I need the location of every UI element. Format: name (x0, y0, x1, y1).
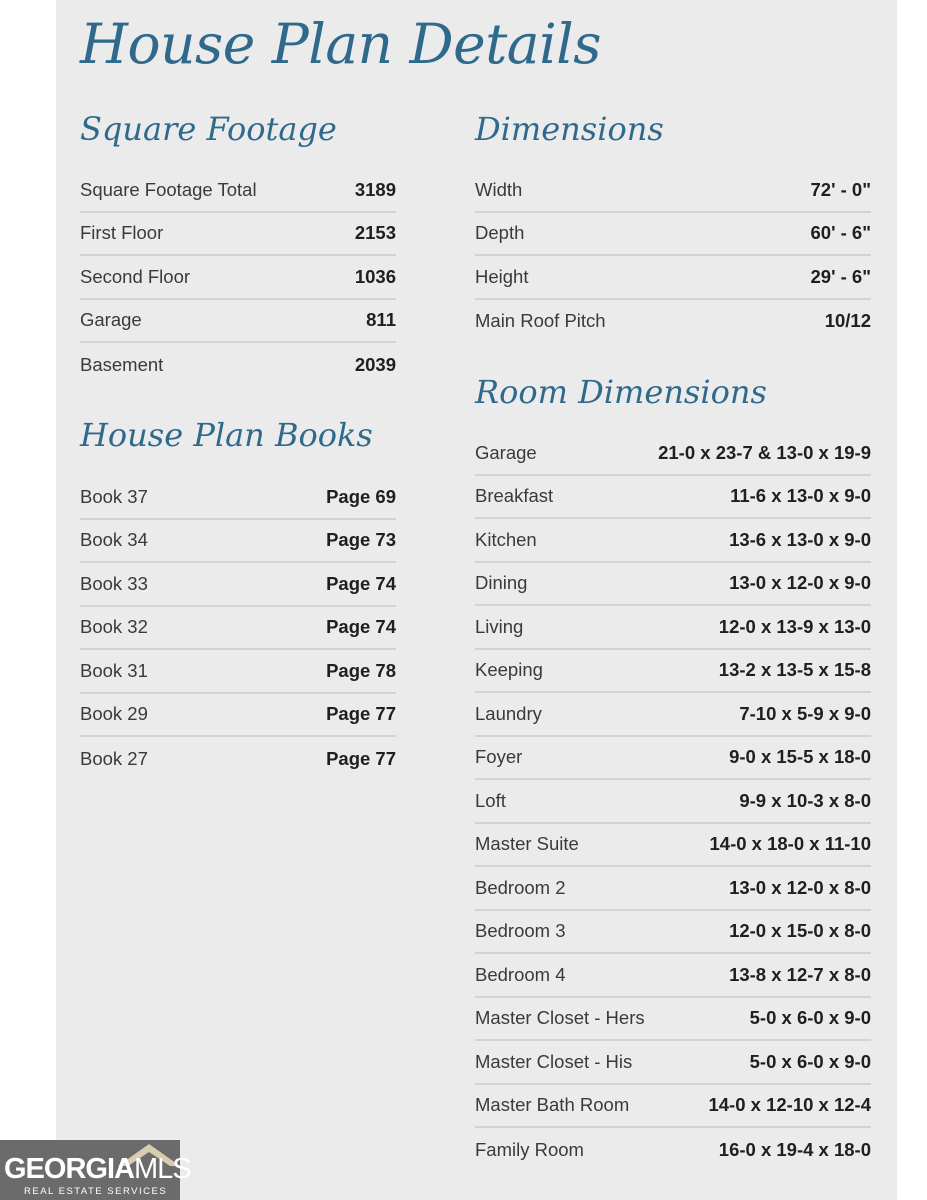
table-row (475, 867, 871, 911)
dimensions-table (475, 169, 871, 343)
brand-bold: GEORGIA (4, 1153, 134, 1185)
row-value: 9-9 x 10-3 x 8-0 (739, 789, 871, 811)
row-value: Page 74 (326, 572, 396, 594)
table-row (475, 954, 871, 998)
row-value: 13-0 x 12-0 x 9-0 (729, 572, 871, 594)
row-value: 21-0 x 23-7 & 13-0 x 19-9 (658, 441, 871, 463)
row-value: 9-0 x 15-5 x 18-0 (729, 746, 871, 768)
row-label: Square Footage Total (80, 178, 257, 200)
row-value: 3189 (354, 178, 396, 200)
row-value: Page 73 (326, 529, 396, 551)
square-footage-heading: Square Footage (80, 110, 337, 148)
row-label: Breakfast (475, 485, 554, 507)
row-value: Page 69 (326, 485, 396, 507)
row-value: 60' - 6" (810, 222, 871, 244)
row-label: Family Room (475, 1138, 584, 1160)
row-label: Second Floor (80, 265, 191, 287)
house-plan-books-heading: House Plan Books (80, 416, 373, 454)
table-row (475, 169, 871, 213)
table-row (80, 650, 396, 694)
dimensions-heading: Dimensions (475, 110, 664, 148)
row-value: 14-0 x 12-10 x 12-4 (708, 1094, 871, 1116)
table-row (80, 300, 396, 344)
row-value: 2153 (354, 222, 396, 244)
row-value: 5-0 x 6-0 x 9-0 (749, 1007, 871, 1029)
row-label: Book 37 (80, 485, 148, 507)
row-label: Loft (475, 789, 506, 811)
row-label: Laundry (475, 702, 542, 724)
table-row (475, 693, 871, 737)
row-label: Kitchen (475, 528, 537, 550)
row-value: Page 77 (326, 747, 396, 769)
table-row (80, 256, 396, 300)
table-row (475, 1041, 871, 1085)
row-label: Book 31 (80, 659, 148, 681)
brand-subtitle: REAL ESTATE SERVICES (24, 1186, 168, 1197)
row-value: 1036 (354, 265, 396, 287)
table-row (475, 780, 871, 824)
table-row (80, 737, 396, 781)
table-row (475, 432, 871, 476)
row-label: Book 33 (80, 572, 148, 594)
table-row (80, 213, 396, 257)
row-value: Page 74 (326, 616, 396, 638)
table-row (475, 998, 871, 1042)
row-label: Depth (475, 222, 525, 244)
row-label: First Floor (80, 222, 164, 244)
row-value: 29' - 6" (810, 265, 871, 287)
row-label: Width (475, 178, 523, 200)
georgia-mls-watermark (0, 1140, 191, 1200)
row-label: Book 29 (80, 703, 148, 725)
row-label: Garage (475, 441, 537, 463)
square-footage-table (80, 169, 396, 387)
row-value: 13-0 x 12-0 x 8-0 (729, 876, 871, 898)
row-label: Book 34 (80, 529, 148, 551)
room-dimensions-table (475, 432, 871, 1172)
row-value: 13-2 x 13-5 x 15-8 (718, 659, 871, 681)
row-value: 16-0 x 19-4 x 18-0 (718, 1138, 871, 1160)
row-value: 14-0 x 18-0 x 11-10 (709, 833, 871, 855)
row-label: Garage (80, 309, 142, 331)
row-label: Foyer (475, 746, 523, 768)
table-row (475, 606, 871, 650)
row-label: Master Bath Room (475, 1094, 630, 1116)
table-row (475, 519, 871, 563)
table-row (475, 300, 871, 344)
brand-light: MLS (133, 1153, 191, 1185)
row-value: 13-6 x 13-0 x 9-0 (729, 528, 871, 550)
row-value: 12-0 x 15-0 x 8-0 (729, 920, 871, 942)
page-title: House Plan Details (80, 12, 601, 76)
table-row (80, 607, 396, 651)
table-row (475, 256, 871, 300)
row-label: Bedroom 2 (475, 876, 566, 898)
table-row (80, 343, 396, 387)
row-label: Keeping (475, 659, 543, 681)
row-value: 12-0 x 13-9 x 13-0 (718, 615, 871, 637)
table-row (80, 476, 396, 520)
row-label: Basement (80, 353, 164, 375)
row-label: Height (475, 265, 529, 287)
table-row (80, 694, 396, 738)
row-label: Living (475, 615, 524, 637)
row-value: 7-10 x 5-9 x 9-0 (739, 702, 871, 724)
table-row (475, 1085, 871, 1129)
table-row (475, 213, 871, 257)
row-label: Book 32 (80, 616, 148, 638)
table-row (475, 737, 871, 781)
table-row (475, 476, 871, 520)
table-row (80, 169, 396, 213)
table-row (80, 520, 396, 564)
house-plan-books-table (80, 476, 396, 781)
row-value: Page 78 (326, 659, 396, 681)
row-value: 811 (366, 309, 396, 331)
brand-wordmark (4, 1153, 191, 1186)
row-value: Page 77 (326, 703, 396, 725)
row-value: 5-0 x 6-0 x 9-0 (749, 1050, 871, 1072)
row-label: Main Roof Pitch (475, 310, 606, 332)
table-row (475, 650, 871, 694)
row-label: Master Closet - Hers (475, 1007, 645, 1029)
row-value: 2039 (354, 353, 396, 375)
row-label: Dining (475, 572, 528, 594)
row-value: 72' - 0" (810, 178, 871, 200)
row-label: Master Suite (475, 833, 579, 855)
table-row (475, 824, 871, 868)
row-label: Master Closet - His (475, 1050, 633, 1072)
table-row (80, 563, 396, 607)
row-value: 13-8 x 12-7 x 8-0 (729, 963, 871, 985)
row-label: Bedroom 3 (475, 920, 566, 942)
row-value: 11-6 x 13-0 x 9-0 (730, 485, 871, 507)
table-row (475, 911, 871, 955)
row-label: Book 27 (80, 747, 148, 769)
table-row (475, 1128, 871, 1172)
room-dimensions-heading: Room Dimensions (475, 373, 767, 411)
row-label: Bedroom 4 (475, 963, 566, 985)
table-row (475, 563, 871, 607)
row-value: 10/12 (824, 310, 871, 332)
